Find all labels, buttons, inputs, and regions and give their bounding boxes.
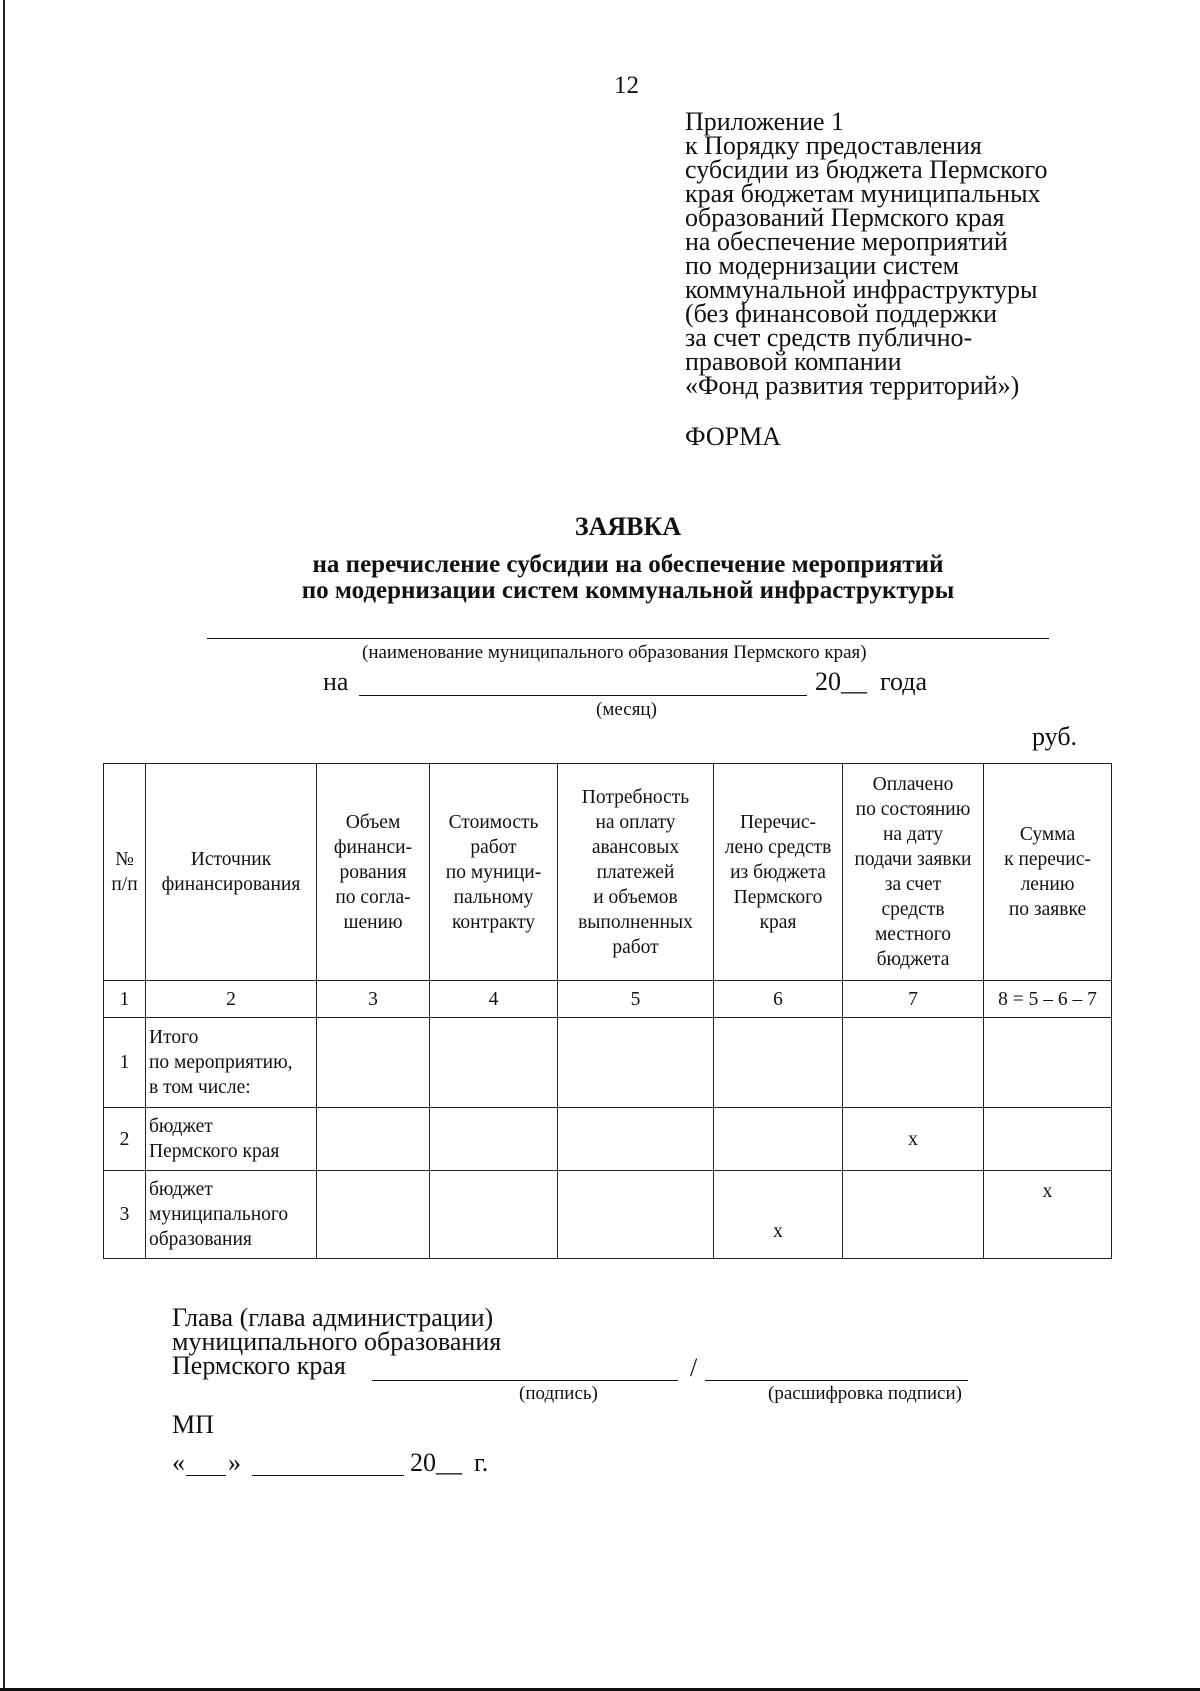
column-number: 2 <box>146 981 317 1018</box>
signature-block <box>172 1303 502 1380</box>
municipality-field-line[interactable] <box>207 638 1049 639</box>
table-row <box>104 1171 1112 1259</box>
appendix-line: Приложение 1 <box>685 107 845 136</box>
appendix-line: к Порядку предоставления <box>685 131 982 160</box>
appendix-line: образований Пермского края <box>685 203 1005 232</box>
table-cell[interactable] <box>558 1171 714 1259</box>
period-prefix: на <box>323 667 349 696</box>
table-cell[interactable] <box>430 1171 558 1259</box>
municipality-caption: (наименование муниципального образования Пермского края) <box>362 642 867 663</box>
period-year-suffix: года <box>880 667 928 696</box>
head-title-line: Пермского края <box>172 1351 346 1380</box>
form-label: ФОРМА <box>685 422 781 451</box>
appendix-line: правовой компании <box>685 347 902 376</box>
table-cell[interactable] <box>558 1108 714 1171</box>
table-cell[interactable] <box>430 1108 558 1171</box>
column-number: 8 = 5 – 6 – 7 <box>984 981 1112 1018</box>
table-cell-x: x <box>843 1108 984 1171</box>
column-number: 6 <box>714 981 843 1018</box>
table-cell[interactable] <box>317 1018 430 1108</box>
column-number: 7 <box>843 981 984 1018</box>
header-number: № п/п <box>104 764 146 981</box>
table-cell[interactable] <box>558 1018 714 1108</box>
month-field-line[interactable] <box>359 695 807 696</box>
appendix-line: субсидии из бюджета Пермского <box>685 155 1048 184</box>
header-paid-local: Оплачено по состоянию на дату подачи заявки за счет средств местного бюджета <box>843 764 984 981</box>
row-number: 1 <box>104 1018 146 1108</box>
appendix-line: за счет средств публично- <box>685 323 973 352</box>
header-agreement-volume: Объем финанси- рования по согла- шению <box>317 764 430 981</box>
date-suffix: г. <box>474 1448 489 1477</box>
month-caption: (месяц) <box>596 699 657 720</box>
appendix-line: по модернизации систем <box>685 251 960 280</box>
column-number: 5 <box>558 981 714 1018</box>
appendix-line: коммунальной инфраструктуры <box>685 275 1038 304</box>
table-cell-x: x <box>984 1171 1112 1259</box>
column-number: 4 <box>430 981 558 1018</box>
stamp-label: МП <box>172 1410 214 1439</box>
signature-caption: (подпись) <box>519 1383 598 1404</box>
table-cell[interactable] <box>714 1108 843 1171</box>
appendix-block <box>685 107 1048 400</box>
date-month-line[interactable] <box>252 1475 404 1476</box>
date-day-line[interactable] <box>186 1475 226 1476</box>
scan-edge-left <box>3 0 5 1691</box>
head-title-line: муниципального образования <box>172 1327 502 1356</box>
row-number: 3 <box>104 1171 146 1259</box>
header-transferred: Перечис- лено средств из бюджета Пермского края <box>714 764 843 981</box>
signature-decoding-line[interactable] <box>705 1380 968 1381</box>
table-cell[interactable] <box>714 1018 843 1108</box>
header-amount-to-transfer: Сумма к перечис- лению по заявке <box>984 764 1112 981</box>
document-subtitle <box>0 552 1200 604</box>
appendix-line: (без финансовой поддержки <box>685 299 998 328</box>
column-number: 3 <box>317 981 430 1018</box>
header-payment-need: Потребность на оплату авансовых платежей и объемов выполненных работ <box>558 764 714 981</box>
table-cell[interactable] <box>317 1108 430 1171</box>
head-title-line: Глава (глава администрации) <box>172 1303 494 1332</box>
currency-label: руб. <box>1032 722 1078 751</box>
column-number-row <box>104 981 1112 1018</box>
table-header-row <box>104 764 1112 981</box>
row-source: Итого по мероприятию, в том числе: <box>146 1018 317 1108</box>
appendix-line: края бюджетам муниципальных <box>685 179 1041 208</box>
table-cell[interactable] <box>317 1171 430 1259</box>
header-contract-cost: Стоимость работ по муници- пальному контракту <box>430 764 558 981</box>
table-row <box>104 1018 1112 1108</box>
document-title: ЗАЯВКА <box>574 512 682 541</box>
appendix-line: «Фонд развития территорий») <box>685 371 1020 400</box>
decoding-caption: (расшифровка подписи) <box>768 1383 962 1404</box>
signature-line[interactable] <box>372 1380 678 1381</box>
subtitle-line: по модернизации систем коммунальной инфраструктуры <box>301 577 955 604</box>
date-close-quote: » <box>228 1448 241 1477</box>
table-cell[interactable] <box>843 1018 984 1108</box>
appendix-line: на обеспечение мероприятий <box>685 227 1008 256</box>
table-cell-x: x <box>714 1171 843 1259</box>
table-cell[interactable] <box>430 1018 558 1108</box>
header-source: Источник финансирования <box>146 764 317 981</box>
subtitle-line: на перечисление субсидии на обеспечение мероприятий <box>312 551 944 578</box>
date-year: 20__ <box>410 1448 462 1477</box>
period-year: 20__ <box>815 667 867 696</box>
signature-slash: / <box>690 1353 698 1382</box>
date-open-quote: « <box>172 1448 185 1477</box>
funding-table <box>103 763 1112 1259</box>
page-number: 12 <box>614 72 639 99</box>
row-number: 2 <box>104 1108 146 1171</box>
column-number: 1 <box>104 981 146 1018</box>
table-cell[interactable] <box>843 1171 984 1259</box>
table-cell[interactable] <box>984 1108 1112 1171</box>
table-row <box>104 1108 1112 1171</box>
row-source: бюджет муниципального образования <box>146 1171 317 1259</box>
row-source: бюджет Пермского края <box>146 1108 317 1171</box>
table-cell[interactable] <box>984 1018 1112 1108</box>
